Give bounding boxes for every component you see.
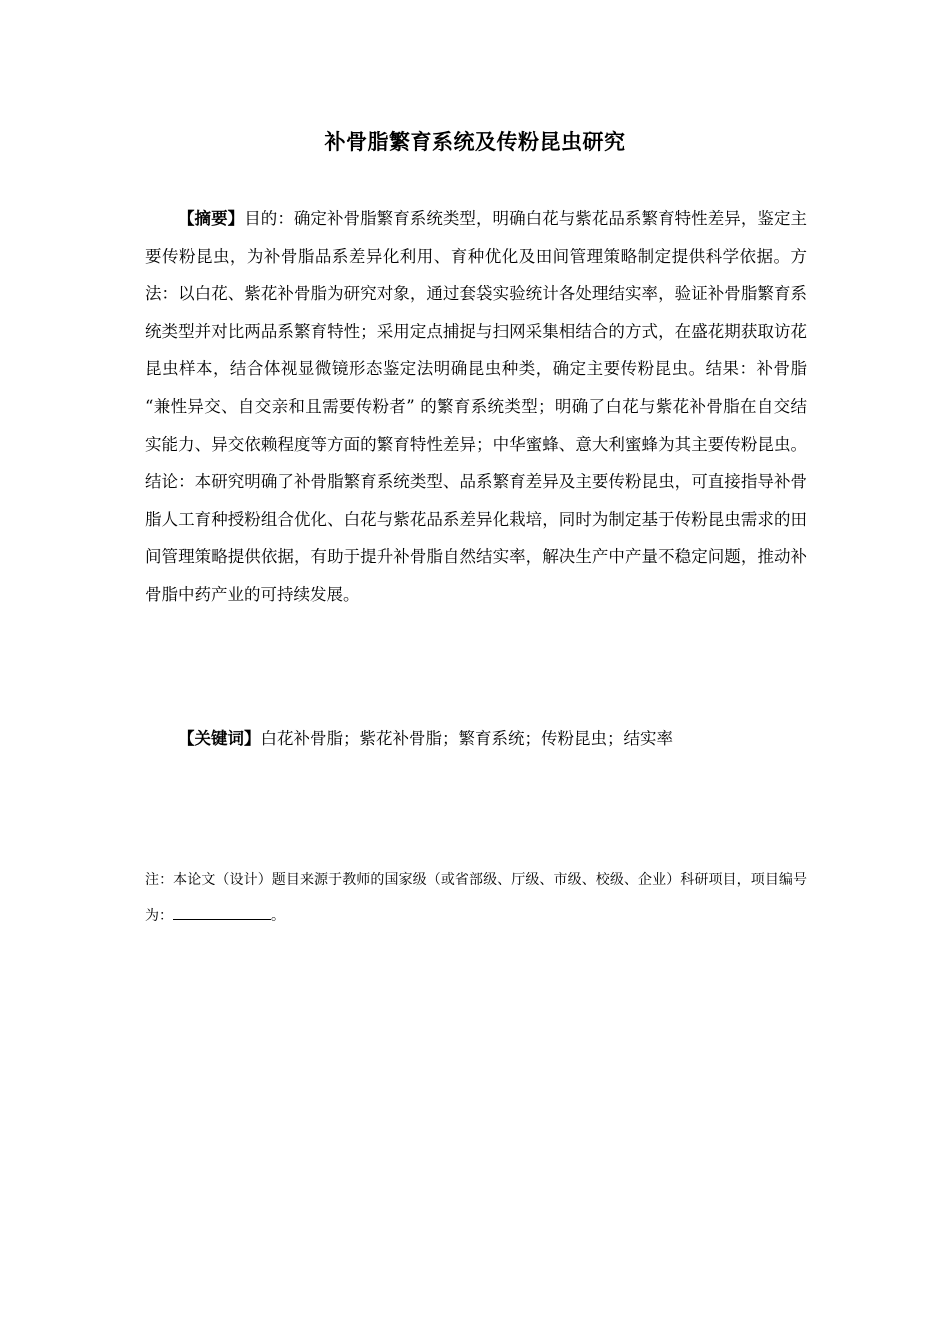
- abstract-text: 目的：确定补骨脂繁育系统类型，明确白花与紫花品系繁育特性差异，鉴定主要传粉昆虫，为补骨脂品系差异化利用、育种优化及田间管理策略制定提供科学依据。方法：以白花、紫花补骨脂为研究对象，通过套袋实验统计各处理结实率，验证补骨脂繁育系统类型并对比两品系繁育特性；采用定点捕捉与扫网采集相结合的方式，在盛花期获取访花昆虫样本，结合体视显微镜形态鉴定法明确昆虫种类，确定主要传粉昆虫。结果：补骨脂 “兼性异交、自交亲和且需要传粉者” 的繁育系统类型；明确了白花与紫花补骨脂在自交结实能力、异交依赖程度等方面的繁育特性差异；中华蜜蜂、意大利蜜蜂为其主要传粉昆虫。结论：本研究明确了补骨脂繁育系统类型、品系繁育差异及主要传粉昆虫，可直接指导补骨脂人工育种授粉组合优化、白花与紫花品系差异化栽培，同时为制定基于传粉昆虫需求的田间管理策略提供依据，有助于提升补骨脂自然结实率，解决生产中产量不稳定问题，推动补骨脂中药产业的可持续发展。: [145, 209, 808, 604]
- paper-title: 补骨脂繁育系统及传粉昆虫研究: [324, 130, 626, 154]
- abstract-label: 【摘要】: [178, 209, 245, 228]
- keywords-section: [145, 720, 807, 757]
- keywords-label: 【关键词】: [178, 729, 261, 748]
- abstract-section: [145, 200, 807, 614]
- funding-note: [145, 862, 807, 934]
- project-number-blank: [173, 905, 271, 920]
- note-text: 注：本论文（设计）题目来源于教师的国家级（或省部级、厅级、市级、校级、企业）科研项目，项目编号为：: [145, 872, 807, 924]
- keywords-text: 白花补骨脂；紫花补骨脂；繁育系统；传粉昆虫；结实率: [260, 729, 673, 748]
- note-end: 。: [271, 908, 285, 924]
